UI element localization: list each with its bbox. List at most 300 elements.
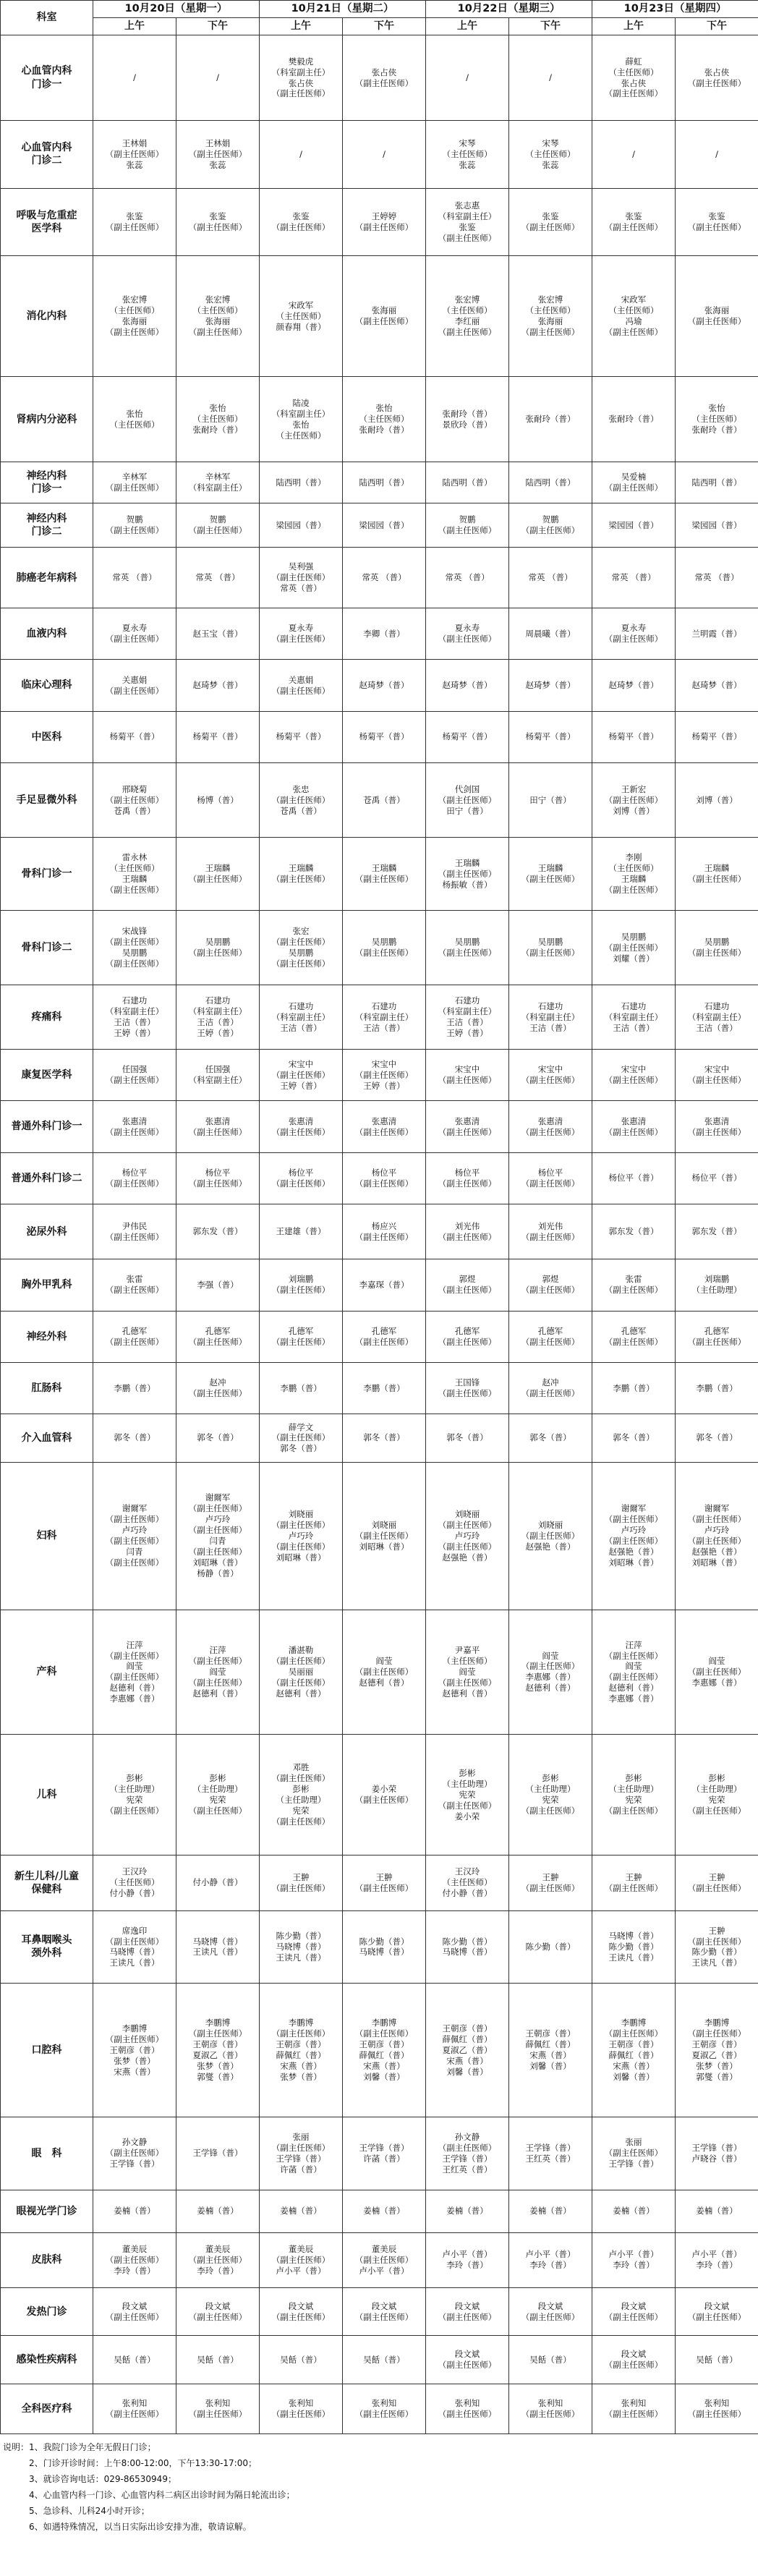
schedule-cell: / [509, 35, 592, 121]
schedule-cell: 石建功 （科室副主任） 王洁（普） 王婷（普） [93, 985, 176, 1050]
schedule-cell: 郭冬（普） [93, 1414, 176, 1462]
schedule-cell: 彭彬 （主任助理） 宪荣 （副主任医师） [592, 1735, 676, 1856]
day-header-4: 10月23日（星期四） [592, 1, 758, 18]
schedule-cell: 张利知 （副主任医师） [426, 2384, 509, 2433]
schedule-cell: 张怡 （主任医师） 张耐玲（普） [343, 377, 426, 462]
schedule-cell: 董美辰 （副主任医师） 卢小平（普） [343, 2232, 426, 2287]
dept-name: 骨科门诊一 [1, 838, 93, 911]
schedule-cell: 杨位平（普） [592, 1152, 676, 1204]
table-row [1, 1050, 758, 1101]
schedule-cell: 李鹏（普） [676, 1362, 758, 1414]
schedule-cell: 常英 （普） [676, 548, 758, 608]
schedule-cell: 张海丽 （副主任医师） [676, 256, 758, 377]
schedule-cell: 王翀 （副主任医师） [592, 1856, 676, 1910]
schedule-cell: 汪萍 （副主任医师） 阎莹 （副主任医师） 赵德利（普） 李惠娜（普） [592, 1610, 676, 1734]
schedule-cell: 邢晓菊 （副主任医师） 苍禹（普） [93, 763, 176, 838]
schedule-cell: 张占侠 （副主任医师） [343, 35, 426, 121]
schedule-cell: 杨博（普） [176, 763, 260, 838]
schedule-cell: 谢爾军 （副主任医师） 卢巧玲 （副主任医师） 闫青 （副主任医师） [93, 1462, 176, 1610]
schedule-cell: 董美辰 （副主任医师） 卢小平（普） [260, 2232, 343, 2287]
schedule-cell: 姜楠（普） [592, 2190, 676, 2232]
schedule-cell: 姜楠（普） [426, 2190, 509, 2232]
am-header: 上午 [426, 18, 509, 35]
schedule-cell: 阎莹 （副主任医师） 赵德利（普） [343, 1610, 426, 1734]
schedule-cell: 张惠清 （副主任医师） [343, 1101, 426, 1152]
schedule-cell: 郭煜 （副主任医师） [509, 1259, 592, 1311]
schedule-cell: 张耐玲（普） [509, 377, 592, 462]
dept-name: 感染性疾病科 [1, 2336, 93, 2384]
schedule-cell: 贺鹏 （副主任医师） [509, 503, 592, 547]
schedule-cell: 吴朋鹏 （副主任医师） [343, 911, 426, 985]
schedule-cell: 宋政军 （主任医师） 颜春翔（普） [260, 256, 343, 377]
schedule-cell: 宋战锋 （副主任医师） 吴朋鹏 （副主任医师） [93, 911, 176, 985]
schedule-cell: 张惠清 （副主任医师） [509, 1101, 592, 1152]
schedule-cell: 刘光伟 （副主任医师） [426, 1204, 509, 1259]
table-row [1, 1984, 758, 2117]
schedule-cell: 段文斌 （副主任医师） [676, 2287, 758, 2335]
schedule-cell: 彭彬 （主任助理） 宪荣 （副主任医师） [176, 1735, 260, 1856]
schedule-cell: 王朝彦（普） 薛佩红（普） 夏淑乙（普） 宋燕（普） 刘馨（普） [426, 1984, 509, 2117]
table-row [1, 711, 758, 762]
schedule-cell: 陈少勤（普） 马晓博（普） [426, 1910, 509, 1984]
schedule-cell: 郭冬（普） [176, 1414, 260, 1462]
table-row [1, 188, 758, 255]
schedule-cell: 孔德军 （副主任医师） [176, 1311, 260, 1362]
schedule-cell: 梁园园（普） [260, 503, 343, 547]
dept-name: 普通外科门诊一 [1, 1101, 93, 1152]
note-line: 3、就诊咨询电话：029-86530949； [3, 2474, 176, 2484]
schedule-cell: 段文斌 （副主任医师） [176, 2287, 260, 2335]
schedule-cell: 陆西明（普） [676, 462, 758, 503]
schedule-cell: 杨位平 （副主任医师） [260, 1152, 343, 1204]
schedule-cell: 彭彬 （主任助理） 宪荣 （副主任医师） [509, 1735, 592, 1856]
schedule-cell: 董美辰 （副主任医师） 李玲（普） [93, 2232, 176, 2287]
schedule-cell: 雷永林 （主任医师） 王瑞麟 （副主任医师） [93, 838, 176, 911]
schedule-cell: 郭东发（普） [676, 1204, 758, 1259]
schedule-cell: 孙文静 （副主任医师） 王学锋（普） 王红英（普） [426, 2117, 509, 2190]
schedule-cell: 杨菊平（普） [426, 711, 509, 762]
schedule-cell: 夏永寿 （副主任医师） [426, 608, 509, 660]
schedule-cell: 郭冬（普） [592, 1414, 676, 1462]
schedule-cell: 王瑞麟 （副主任医师） [676, 838, 758, 911]
schedule-cell: 夏永寿 （副主任医师） [260, 608, 343, 660]
table-row [1, 911, 758, 985]
schedule-cell: 姜楠（普） [343, 2190, 426, 2232]
schedule-cell: 赵琦梦（普） [343, 660, 426, 711]
schedule-cell: 张利知 （副主任医师） [509, 2384, 592, 2433]
table-row [1, 121, 758, 188]
schedule-cell: 田宁（普） [509, 763, 592, 838]
table-row [1, 35, 758, 121]
schedule-cell: 汪萍 （副主任医师） 阎莹 （副主任医师） 赵德利（普） [176, 1610, 260, 1734]
schedule-cell: 王婷婷 （副主任医师） [343, 188, 426, 255]
schedule-cell: 梁园园（普） [592, 503, 676, 547]
schedule-cell: 刘晓丽 （副主任医师） 卢巧玲 （副主任医师） 刘昭琳（普） [260, 1462, 343, 1610]
schedule-cell: 石建功 （科室副主任） 王洁（普） 王婷（普） [426, 985, 509, 1050]
schedule-cell: 关惠娟 （副主任医师） [260, 660, 343, 711]
schedule-cell: 石建功 （科室副主任） 王洁（普） [509, 985, 592, 1050]
schedule-cell: 张惠清 （副主任医师） [176, 1101, 260, 1152]
schedule-cell: 樊毅虎 （科室副主任） 张占侠 （副主任医师） [260, 35, 343, 121]
schedule-cell: 常英 （普） [509, 548, 592, 608]
schedule-cell: 王建雄（普） [260, 1204, 343, 1259]
schedule-cell: 郭冬（普） [426, 1414, 509, 1462]
pm-header: 下午 [343, 18, 426, 35]
schedule-cell: / [676, 121, 758, 188]
schedule-cell: 张丽 （副主任医师） 王学锋（普） 许菡（普） [260, 2117, 343, 2190]
schedule-cell: 常英 （普） [343, 548, 426, 608]
dept-name: 全科医疗科 [1, 2384, 93, 2433]
schedule-cell: 王朝彦（普） 薛佩红（普） 宋燕（普） 刘馨（普） [509, 1984, 592, 2117]
dept-name: 妇科 [1, 1462, 93, 1610]
schedule-cell: 杨菊平（普） [592, 711, 676, 762]
schedule-cell: 孔德军 （副主任医师） [260, 1311, 343, 1362]
table-row [1, 608, 758, 660]
schedule-cell: 段文斌 （副主任医师） [509, 2287, 592, 2335]
schedule-cell: 姜楠（普） [176, 2190, 260, 2232]
schedule-cell: 张鉴 （副主任医师） [592, 188, 676, 255]
schedule-cell: 王汉玲 （主任医师） 付小静（普） [426, 1856, 509, 1910]
am-header: 上午 [93, 18, 176, 35]
schedule-cell: 张惠清 （副主任医师） [426, 1101, 509, 1152]
schedule-cell: 卢小平（普） 李玲（普） [592, 2232, 676, 2287]
dept-name: 肛肠科 [1, 1362, 93, 1414]
schedule-cell: 孔德军 （副主任医师） [343, 1311, 426, 1362]
schedule-cell: 吴餂（普） [93, 2336, 176, 2384]
schedule-cell: 李鹏博 （副主任医师） 王朝彦（普） 薛佩红（普） 宋燕（普） 张梦（普） [260, 1984, 343, 2117]
schedule-cell: 王林娟 （副主任医师） 张蕊 [176, 121, 260, 188]
schedule-cell: 张宏博 （主任医师） 张海丽 （副主任医师） [93, 256, 176, 377]
dept-name: 神经内科 门诊一 [1, 462, 93, 503]
schedule-cell: 张占侠 （副主任医师） [676, 35, 758, 121]
schedule-cell: 孔德军 （副主任医师） [426, 1311, 509, 1362]
pm-header: 下午 [676, 18, 758, 35]
schedule-cell: 关惠娟 （副主任医师） [93, 660, 176, 711]
schedule-cell: 段文斌 （副主任医师） [426, 2287, 509, 2335]
dept-name: 呼吸与危重症 医学科 [1, 188, 93, 255]
dept-name: 眼 科 [1, 2117, 93, 2190]
note-line: 6、如遇特殊情况，以当日实际出诊安排为准，敬请谅解。 [3, 2522, 252, 2532]
schedule-cell: 杨菊平（普） [676, 711, 758, 762]
schedule-cell: 张利知 （副主任医师） [343, 2384, 426, 2433]
schedule-cell: 张耐玲（普） [592, 377, 676, 462]
schedule-cell: 张鉴 （副主任医师） [260, 188, 343, 255]
dept-name: 介入血管科 [1, 1414, 93, 1462]
schedule-cell: 李鹏（普） [260, 1362, 343, 1414]
schedule-cell: / [176, 35, 260, 121]
table-row [1, 1204, 758, 1259]
schedule-cell: 付小静（普） [176, 1856, 260, 1910]
schedule-cell: / [426, 35, 509, 121]
dept-name: 手足显微外科 [1, 763, 93, 838]
schedule-cell: 兰明霞（普） [676, 608, 758, 660]
schedule-cell: 陆凌 （科室副主任） 张怡 （主任医师） [260, 377, 343, 462]
schedule-cell: 王新宏 （副主任医师） 刘博（普） [592, 763, 676, 838]
dept-name: 骨科门诊二 [1, 911, 93, 985]
schedule-cell: 陆西明（普） [509, 462, 592, 503]
schedule-cell: 张利知 （副主任医师） [676, 2384, 758, 2433]
dept-name: 心血管内科 门诊一 [1, 35, 93, 121]
schedule-cell: 赵琦梦（普） [426, 660, 509, 711]
dept-name: 耳鼻咽喉头 颈外科 [1, 1910, 93, 1984]
schedule-cell: 郭冬（普） [676, 1414, 758, 1462]
schedule-cell: 段文斌 （副主任医师） [260, 2287, 343, 2335]
schedule-cell: 张惠清 （副主任医师） [93, 1101, 176, 1152]
dept-name: 普通外科门诊二 [1, 1152, 93, 1204]
schedule-cell: / [93, 35, 176, 121]
schedule-cell: 王瑞麟 （副主任医师） [176, 838, 260, 911]
dept-name: 泌尿外科 [1, 1204, 93, 1259]
schedule-cell: 郭东发（普） [592, 1204, 676, 1259]
schedule-cell: 王学锋（普） 许菡（普） [343, 2117, 426, 2190]
schedule-cell: 张宏 （副主任医师） 吴朋鹏 （副主任医师） [260, 911, 343, 985]
schedule-cell: 段文斌 （副主任医师） [343, 2287, 426, 2335]
schedule-cell: 谢爾军 （副主任医师） 卢巧玲 （副主任医师） 闫青 （副主任医师） 刘昭琳（普） 杨静（普） [176, 1462, 260, 1610]
schedule-cell: 宋宝中 （副主任医师） 王婷（普） [260, 1050, 343, 1101]
dept-name: 神经外科 [1, 1311, 93, 1362]
schedule-cell: 苍禹（普） [343, 763, 426, 838]
schedule-cell: 赵冲 （副主任医师） [509, 1362, 592, 1414]
schedule-cell: 张宏博 （主任医师） 张海丽 （副主任医师） [509, 256, 592, 377]
table-row [1, 1362, 758, 1414]
schedule-cell: 王林娟 （副主任医师） 张蕊 [93, 121, 176, 188]
schedule-cell: 王汉玲 （主任医师） 付小静（普） [93, 1856, 176, 1910]
note-line: 5、急诊科、儿科24小时开诊； [3, 2506, 150, 2516]
schedule-cell: 薛学文 （副主任医师） 郭冬（普） [260, 1414, 343, 1462]
schedule-cell: / [343, 121, 426, 188]
schedule-cell: 赵玉宝（普） [176, 608, 260, 660]
schedule-cell: 杨位平（普） [676, 1152, 758, 1204]
schedule-cell: 吴朋鹏 （副主任医师） [426, 911, 509, 985]
schedule-cell: 吴爱楠 （副主任医师） [592, 462, 676, 503]
dept-name: 儿科 [1, 1735, 93, 1856]
schedule-cell: 陆西明（普） [260, 462, 343, 503]
schedule-cell: 吴餂（普） [343, 2336, 426, 2384]
schedule-cell: 李鹏（普） [592, 1362, 676, 1414]
schedule-cell: 王翀 （副主任医师） 陈少勤（普） 王读凡（普） [676, 1910, 758, 1984]
am-header: 上午 [592, 18, 676, 35]
schedule-cell: 刘瑞鹏 （主任助理） [676, 1259, 758, 1311]
table-header [1, 1, 758, 35]
schedule-cell: 刘博（普） [676, 763, 758, 838]
schedule-cell: / [260, 121, 343, 188]
schedule-cell: 石建功 （科室副主任） 王洁（普） 王婷（普） [176, 985, 260, 1050]
dept-name: 中医科 [1, 711, 93, 762]
schedule-cell: 李鹏博 （副主任医师） 王朝彦（普） 薛佩红（普） 宋燕（普） 刘馨（普） [592, 1984, 676, 2117]
schedule-cell: 王瑞麟 （副主任医师） 杨振敏（普） [426, 838, 509, 911]
schedule-cell: 孔德军 （副主任医师） [592, 1311, 676, 1362]
schedule-cell: 卢小平（普） 李玲（普） [509, 2232, 592, 2287]
schedule-cell: 代剑国 （副主任医师） 田宁（普） [426, 763, 509, 838]
schedule-cell: 刘光伟 （副主任医师） [509, 1204, 592, 1259]
schedule-cell: 李鹏博 （副主任医师） 王朝彦（普） 夏淑乙（普） 张梦（普） 郭燮（普） [676, 1984, 758, 2117]
schedule-cell: 段文斌 （副主任医师） [592, 2336, 676, 2384]
schedule-cell: 石建功 （科室副主任） 王洁（普） [260, 985, 343, 1050]
schedule-cell: 孙文静 （副主任医师） 王学锋（普） [93, 2117, 176, 2190]
schedule-cell: 尹嘉平 （主任医师） 阎莹 （副主任医师） 赵德利（普） [426, 1610, 509, 1734]
schedule-cell: 陈少勤（普） 马晓博（普） 王读凡（普） [260, 1910, 343, 1984]
schedule-cell: 任国强 （科室副主任） [176, 1050, 260, 1101]
schedule-cell: 宋宝中 （副主任医师） [592, 1050, 676, 1101]
schedule-cell: 李强（普） [176, 1259, 260, 1311]
schedule-cell: 张利知 （副主任医师） [176, 2384, 260, 2433]
schedule-cell: 贺鹏 （副主任医师） [93, 503, 176, 547]
schedule-cell: 赵琦梦（普） [676, 660, 758, 711]
schedule-cell: 杨位平 （副主任医师） [426, 1152, 509, 1204]
table-row [1, 1259, 758, 1311]
day-header-1: 10月20日（星期一） [93, 1, 260, 18]
schedule-cell: 石建功 （科室副主任） 王洁（普） [343, 985, 426, 1050]
schedule-cell: 张丽 （副主任医师） 王学锋（普） [592, 2117, 676, 2190]
pm-header: 下午 [176, 18, 260, 35]
schedule-cell: 杨菊平（普） [509, 711, 592, 762]
schedule-cell: 宋宝中 （副主任医师） [676, 1050, 758, 1101]
schedule-cell: 赵琦梦（普） [592, 660, 676, 711]
schedule-cell: 郭东发（普） [176, 1204, 260, 1259]
schedule-cell: 石建功 （科室副主任） 王洁（普） [676, 985, 758, 1050]
schedule-cell: 姜小荣 （副主任医师） [343, 1735, 426, 1856]
schedule-cell: 陈少勤（普） [509, 1910, 592, 1984]
note-line: 说明：1、我院门诊为全年无假日门诊； [3, 2442, 156, 2452]
schedule-cell: 赵琦梦（普） [176, 660, 260, 711]
schedule-cell: 夏永寿 （副主任医师） [93, 608, 176, 660]
schedule-cell: 孔德军 （副主任医师） [509, 1311, 592, 1362]
schedule-cell: 李鹏（普） [343, 1362, 426, 1414]
schedule-cell: 邓胜 （副主任医师） 彭彬 （主任助理） 宪荣 （副主任医师） [260, 1735, 343, 1856]
schedule-cell: 姜楠（普） [509, 2190, 592, 2232]
dept-name: 皮肤科 [1, 2232, 93, 2287]
schedule-body [1, 35, 758, 2434]
table-row [1, 1101, 758, 1152]
table-row [1, 2384, 758, 2433]
schedule-cell: 杨位平 （副主任医师） [509, 1152, 592, 1204]
schedule-cell: 李刚 （主任医师） 王瑞麟 （副主任医师） [592, 838, 676, 911]
schedule-cell: 阎莹 （副主任医师） 李惠娜（普） 赵德利（普） [509, 1610, 592, 1734]
schedule-cell: / [592, 121, 676, 188]
schedule-cell: 吴朋鹏 （副主任医师） [176, 911, 260, 985]
dept-name: 胸外甲乳科 [1, 1259, 93, 1311]
schedule-cell: 石建功 （科室副主任） 王洁（普） [592, 985, 676, 1050]
schedule-cell: 杨菊平（普） [260, 711, 343, 762]
schedule-cell: 薛虹 （主任医师） 张占侠 （副主任医师） [592, 35, 676, 121]
table-row [1, 2232, 758, 2287]
schedule-cell: 席逸印 （副主任医师） 马晓博（普） 王读凡（普） [93, 1910, 176, 1984]
schedule-cell: 张惠清 （副主任医师） [592, 1101, 676, 1152]
table-row [1, 1462, 758, 1610]
schedule-cell: 刘晓丽 （副主任医师） 赵强艳（普） [509, 1462, 592, 1610]
schedule-cell: 杨位平 （副主任医师） [176, 1152, 260, 1204]
schedule-cell: 张惠清 （副主任医师） [676, 1101, 758, 1152]
schedule-cell: 段文斌 （副主任医师） [592, 2287, 676, 2335]
schedule-cell: 宋宝中 （副主任医师） [509, 1050, 592, 1101]
schedule-cell: 王翀 （副主任医师） [509, 1856, 592, 1910]
schedule-cell: 李鹏（普） [93, 1362, 176, 1414]
table-row [1, 462, 758, 503]
schedule-cell: 辛林军 （副主任医师） [93, 462, 176, 503]
table-row [1, 1414, 758, 1462]
schedule-cell: 宋政军 （主任医师） 冯瑜 （副主任医师） [592, 256, 676, 377]
schedule-cell: 宋宝中 （副主任医师） [426, 1050, 509, 1101]
schedule-cell: 宋琴 （主任医师） 张蕊 [509, 121, 592, 188]
schedule-cell: 梁园园（普） [343, 503, 426, 547]
schedule-cell: 任国强 （副主任医师） [93, 1050, 176, 1101]
note-line: 2、门诊开诊时间：上午8:00-12:00，下午13:30-17:00； [3, 2458, 257, 2468]
dept-name: 神经内科 门诊二 [1, 503, 93, 547]
table-row [1, 985, 758, 1050]
schedule-cell: 阎莹 （副主任医师） 李惠娜（普） [676, 1610, 758, 1734]
schedule-cell: 段文斌 （副主任医师） [93, 2287, 176, 2335]
schedule-cell: 周晨曦（普） [509, 608, 592, 660]
schedule-cell: 张利知 （副主任医师） [592, 2384, 676, 2433]
day-header-3: 10月22日（星期三） [426, 1, 592, 18]
schedule-cell: 王学锋（普） 卢晓谷（普） [676, 2117, 758, 2190]
schedule-cell: 赵琦梦（普） [509, 660, 592, 711]
schedule-cell: 马晓博（普） 王读凡（普） [176, 1910, 260, 1984]
schedule-cell: 马晓博（普） 陈少勤（普） 王读凡（普） [592, 1910, 676, 1984]
schedule-cell: 张惠清 （副主任医师） [260, 1101, 343, 1152]
schedule-cell: 王瑞麟 （副主任医师） [509, 838, 592, 911]
table-row [1, 2117, 758, 2190]
schedule-cell: 谢爾军 （副主任医师） 卢巧玲 （副主任医师） 赵强艳（普） 刘昭琳（普） [676, 1462, 758, 1610]
dept-name: 口腔科 [1, 1984, 93, 2117]
schedule-cell: 姜楠（普） [676, 2190, 758, 2232]
schedule-cell: 杨菊平（普） [176, 711, 260, 762]
schedule-cell: 谢爾军 （副主任医师） 卢巧玲 （副主任医师） 赵强艳（普） 刘昭琳（普） [592, 1462, 676, 1610]
schedule-cell: 张鉴 （副主任医师） [676, 188, 758, 255]
dept-name: 肾病内分泌科 [1, 377, 93, 462]
schedule-cell: 卢小平（普） 李玲（普） [676, 2232, 758, 2287]
schedule-cell: 张怡 （主任医师） 张耐玲（普） [176, 377, 260, 462]
schedule-cell: 吴朋鹏 （副主任医师） [509, 911, 592, 985]
schedule-cell: 张耐玲（普） 景欣玲（普） [426, 377, 509, 462]
schedule-cell: 吴利强 （副主任医师） 常英（普） [260, 548, 343, 608]
schedule-cell: 杨位平 （副主任医师） [343, 1152, 426, 1204]
schedule-cell: 张宏博 （主任医师） 李红丽 （副主任医师） [426, 256, 509, 377]
table-row [1, 2287, 758, 2335]
schedule-cell: 张雷 （副主任医师） [592, 1259, 676, 1311]
schedule-cell: 李鹏博 （副主任医师） 王朝彦（普） 薛佩红（普） 宋燕（普） 刘馨（普） [343, 1984, 426, 2117]
schedule-cell: 张怡 （主任医师） 张耐玲（普） [676, 377, 758, 462]
table-row [1, 1910, 758, 1984]
schedule-cell: 张鉴 （副主任医师） [176, 188, 260, 255]
schedule-cell: 陈少勤（普） 马晓博（普） [343, 1910, 426, 1984]
table-row [1, 1610, 758, 1734]
pm-header: 下午 [509, 18, 592, 35]
schedule-cell: 刘晓丽 （副主任医师） 卢巧玲 （副主任医师） 赵强艳（普） [426, 1462, 509, 1610]
table-row [1, 838, 758, 911]
schedule-cell: 彭彬 （主任助理） 宪荣 （副主任医师） [93, 1735, 176, 1856]
schedule-cell: 张海丽 （副主任医师） [343, 256, 426, 377]
schedule-cell: 常英 （普） [426, 548, 509, 608]
dept-name: 康复医学科 [1, 1050, 93, 1101]
schedule-cell: 常英 （普） [176, 548, 260, 608]
note-line: 4、心血管内科一门诊、心血管内科二病区出诊时间为隔日轮流出诊； [3, 2490, 295, 2500]
schedule-cell: 张雷 （副主任医师） [93, 1259, 176, 1311]
schedule-cell: 张志惠 （科室副主任） 张鉴 （副主任医师） [426, 188, 509, 255]
schedule-cell: 郭煜 （副主任医师） [426, 1259, 509, 1311]
schedule-cell: 王学锋（普） 王红英（普） [509, 2117, 592, 2190]
schedule-cell: 吴餂（普） [509, 2336, 592, 2384]
schedule-cell: 郭冬（普） [343, 1414, 426, 1462]
schedule-cell: 陆西明（普） [426, 462, 509, 503]
dept-name: 产科 [1, 1610, 93, 1734]
dept-name: 血液内科 [1, 608, 93, 660]
schedule-cell: 王学锋（普） [176, 2117, 260, 2190]
schedule-cell: 张怡 （主任医师） [93, 377, 176, 462]
schedule-cell: 吴餂（普） [676, 2336, 758, 2384]
schedule-cell: 王翀 （副主任医师） [260, 1856, 343, 1910]
schedule-cell: 王瑞麟 （副主任医师） [260, 838, 343, 911]
